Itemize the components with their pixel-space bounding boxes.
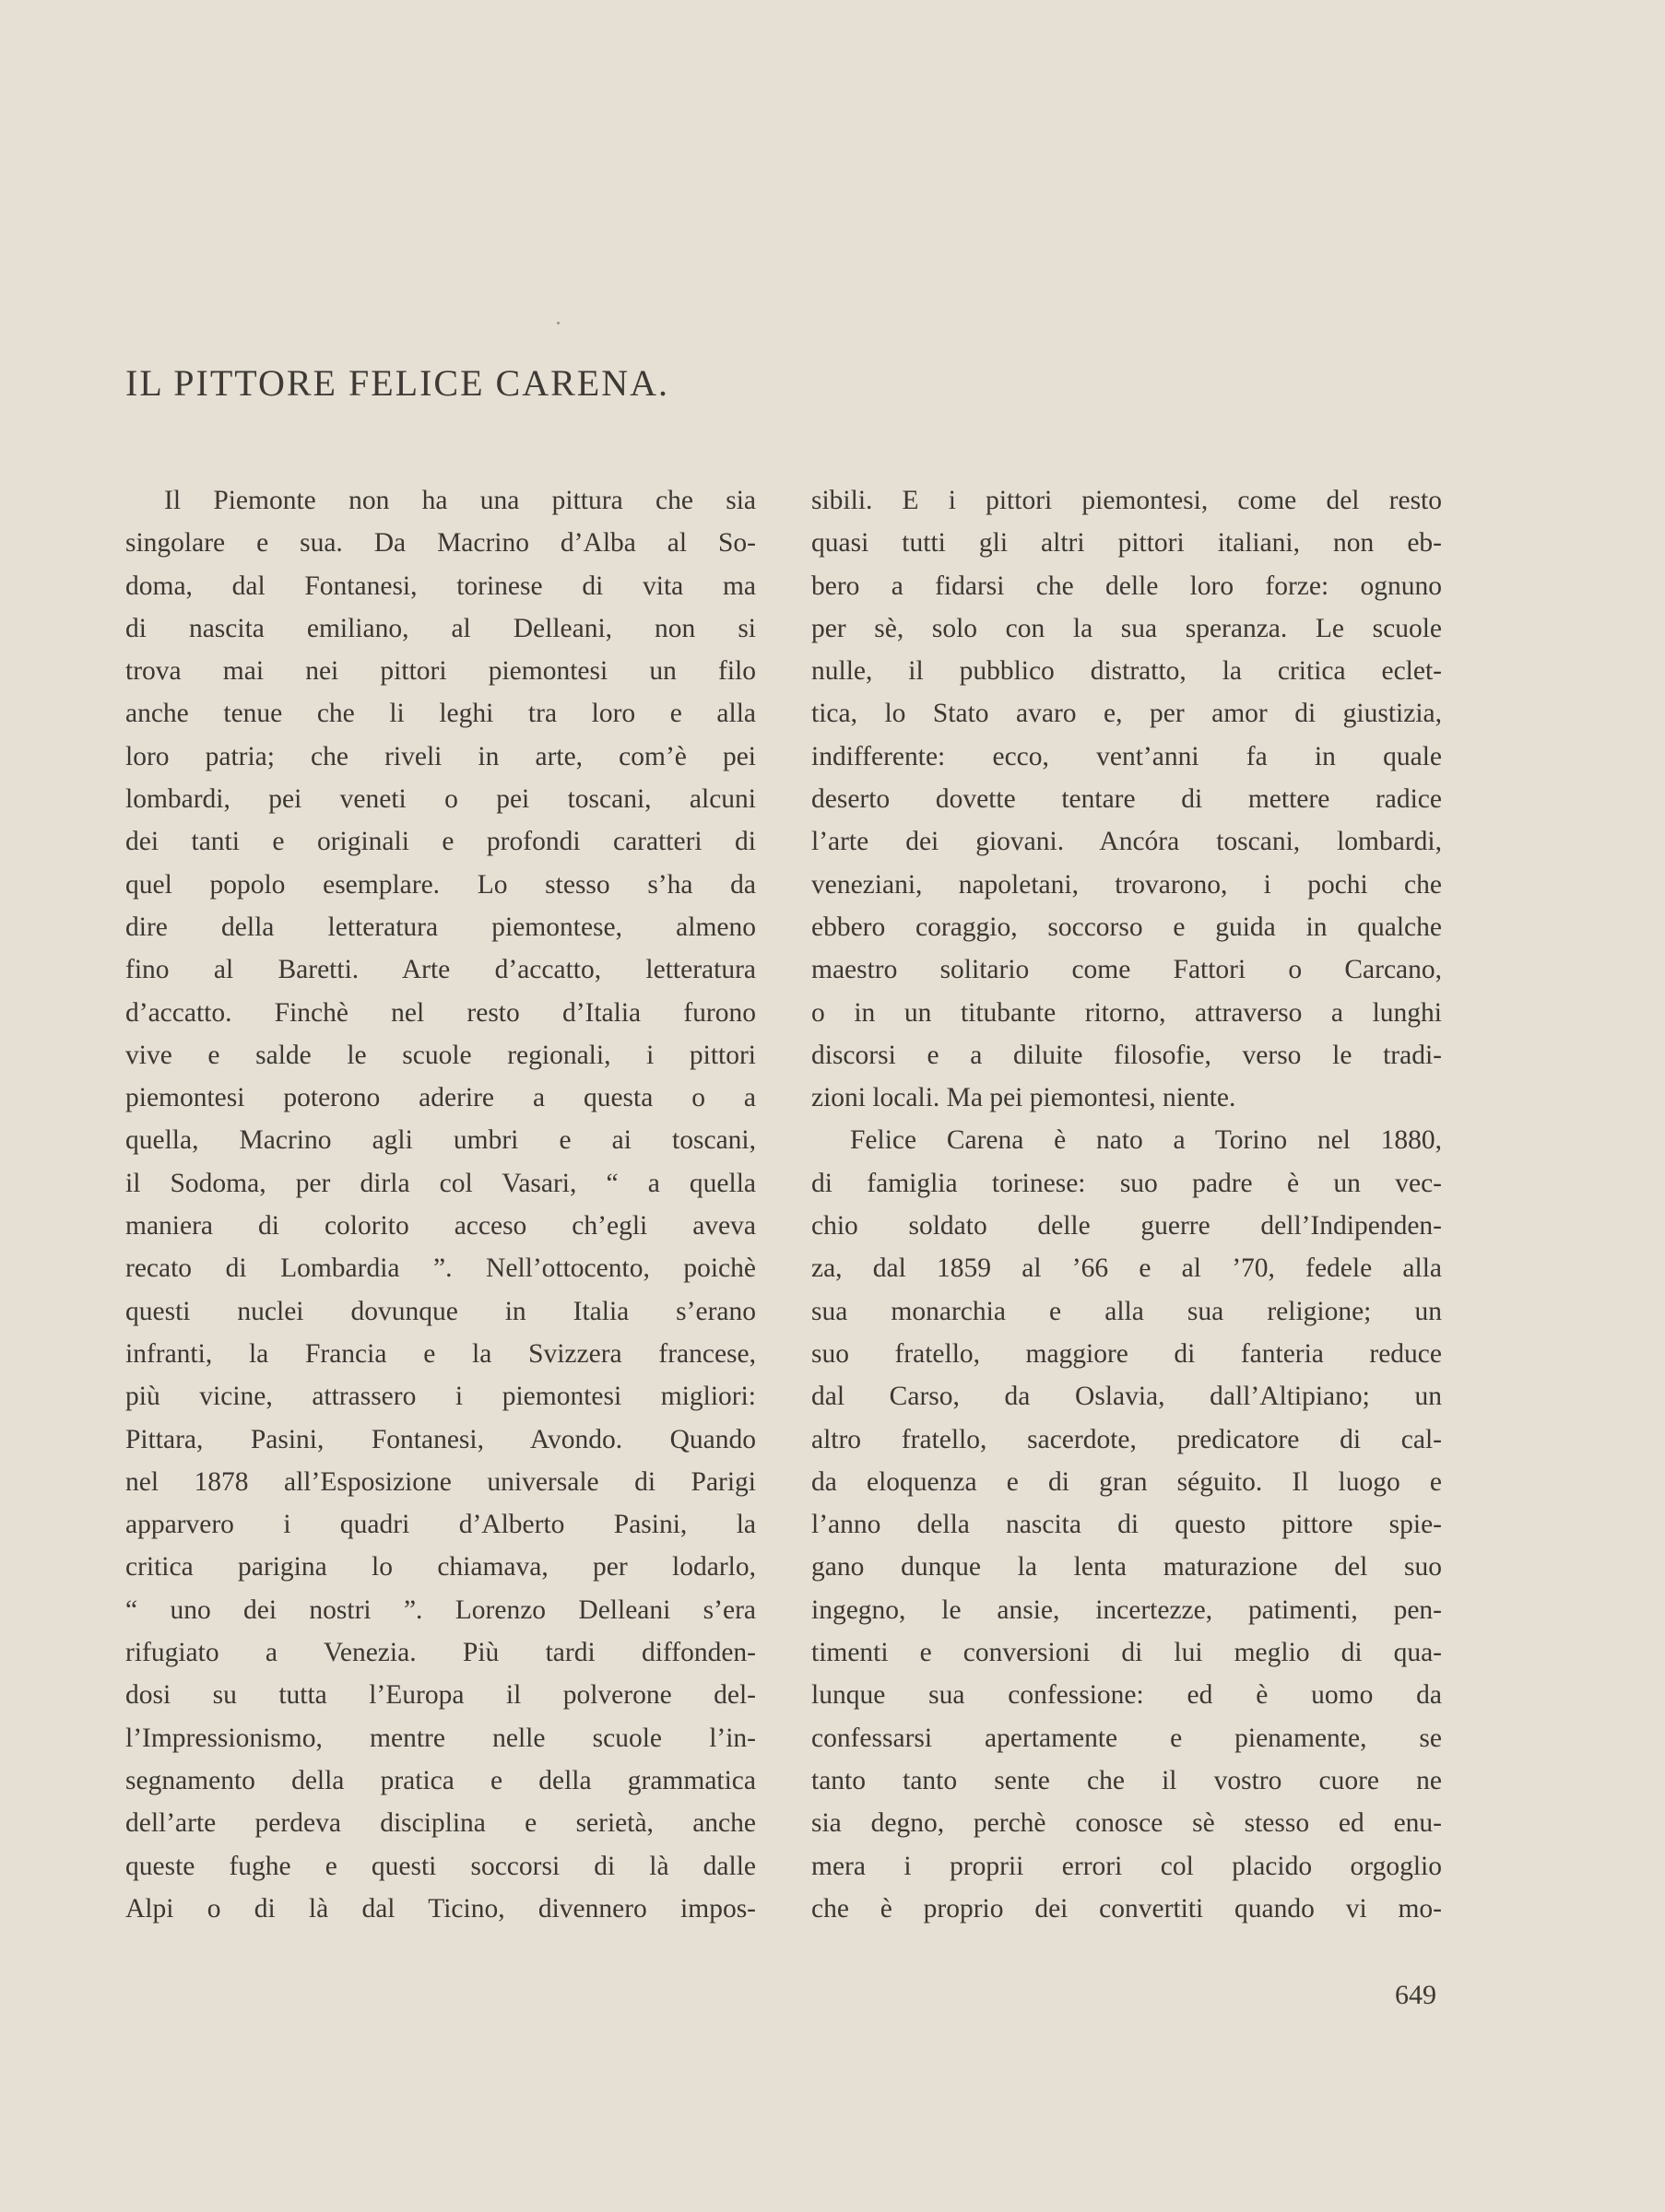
text-line: il Sodoma, per dirla col Vasari, “ a quella (125, 1168, 756, 1198)
text-line: nel 1878 all’Esposizione universale di Parigi (125, 1466, 756, 1497)
text-line: critica parigina lo chiamava, per lodarlo, (125, 1552, 756, 1583)
text-line: “ uno dei nostri ”. Lorenzo Delleani s’era (125, 1594, 756, 1625)
text-line: Alpi o di là dal Ticino, divennero impos- (125, 1893, 756, 1924)
text-line: apparvero i quadri d’Alberto Pasini, la (125, 1510, 756, 1540)
text-line: anche tenue che li leghi tra loro e alla (125, 699, 756, 729)
text-column-left (125, 479, 756, 1930)
text-line: dei tanti e originali e profondi caratteri di (125, 827, 756, 857)
text-line: timenti e conversioni di lui meglio di qua- (811, 1638, 1442, 1668)
text-line: che è proprio dei convertiti quando vi mo- (811, 1893, 1442, 1924)
text-line: mera i proprii errori col placido orgoglio (811, 1851, 1442, 1881)
text-line: vive e salde le scuole regionali, i pittori (125, 1040, 756, 1070)
text-line: l’arte dei giovani. Ancóra toscani, lombardi, (811, 827, 1442, 857)
text-line: per sè, solo con la sua speranza. Le scuole (811, 613, 1442, 643)
text-line: Il Piemonte non ha una pittura che sia (164, 486, 756, 515)
text-line: quasi tutti gli altri pittori italiani, non eb- (811, 528, 1442, 559)
text-line: bero a fidarsi che delle loro forze: ognuno (811, 571, 1442, 601)
text-line: sibili. E i pittori piemontesi, come del resto (811, 486, 1442, 515)
text-line: infranti, la Francia e la Svizzera francese, (125, 1338, 756, 1369)
text-line: l’Impressionismo, mentre nelle scuole l’in- (125, 1723, 756, 1753)
text-line: sia degno, perchè conosce sè stesso ed enu- (811, 1808, 1442, 1839)
text-line: chio soldato delle guerre dell’Indipenden- (811, 1211, 1442, 1241)
text-line: lunque sua confessione: ed è uomo da (811, 1680, 1442, 1711)
text-line: Felice Carena è nato a Torino nel 1880, (850, 1125, 1442, 1156)
text-line: lombardi, pei veneti o pei toscani, alcuni (125, 784, 756, 815)
text-line: veneziani, napoletani, trovarono, i pochi che (811, 869, 1442, 900)
text-line: ebbero coraggio, soccorso e guida in qualche (811, 912, 1442, 942)
text-line: nulle, il pubblico distratto, la critica eclet- (811, 656, 1442, 687)
text-line: gano dunque la lenta maturazione del suo (811, 1552, 1442, 1583)
text-line: maestro solitario come Fattori o Carcano, (811, 955, 1442, 985)
text-line: suo fratello, maggiore di fanteria reduce (811, 1338, 1442, 1369)
text-line: di famiglia torinese: suo padre è un vec- (811, 1168, 1442, 1198)
text-line: ingegno, le ansie, incertezze, patimenti, pen- (811, 1594, 1442, 1625)
text-line: indifferente: ecco, vent’anni fa in quale (811, 741, 1442, 771)
text-line: confessarsi apertamente e pienamente, se (811, 1723, 1442, 1753)
text-line: tica, lo Stato avaro e, per amor di giustizia, (811, 699, 1442, 729)
text-line: d’accatto. Finchè nel resto d’Italia furono (125, 997, 756, 1028)
text-line: dosi su tutta l’Europa il polverone del- (125, 1680, 756, 1711)
text-line: zioni locali. Ma pei piemontesi, niente. (811, 1083, 1236, 1113)
text-line: trova mai nei pittori piemontesi un filo (125, 656, 756, 687)
paper-speck (557, 322, 560, 324)
text-line: discorsi e a diluite filosofie, verso le tradi- (811, 1040, 1442, 1070)
text-line: singolare e sua. Da Macrino d’Alba al So- (125, 528, 756, 559)
text-line: deserto dovette tentare di mettere radice (811, 784, 1442, 815)
text-line: piemontesi poterono aderire a questa o a (125, 1083, 756, 1113)
text-line: dell’arte perdeva disciplina e serietà, anche (125, 1808, 756, 1839)
text-line: segnamento della pratica e della grammatica (125, 1765, 756, 1795)
text-line: Pittara, Pasini, Fontanesi, Avondo. Quando (125, 1424, 756, 1454)
text-line: maniera di colorito acceso ch’egli aveva (125, 1211, 756, 1241)
text-line: loro patria; che riveli in arte, com’è pei (125, 741, 756, 771)
text-line: recato di Lombardia ”. Nell’ottocento, poichè (125, 1253, 756, 1284)
text-column-right (811, 479, 1442, 1930)
text-line: questi nuclei dovunque in Italia s’erano (125, 1296, 756, 1326)
text-line: dal Carso, da Oslavia, dall’Altipiano; un (811, 1382, 1442, 1412)
text-line: da eloquenza e di gran séguito. Il luogo e (811, 1466, 1442, 1497)
text-line: dire della letteratura piemontese, almeno (125, 912, 756, 942)
text-line: fino al Baretti. Arte d’accatto, letteratura (125, 955, 756, 985)
text-line: o in un titubante ritorno, attraverso a lunghi (811, 997, 1442, 1028)
text-line: quella, Macrino agli umbri e ai toscani, (125, 1125, 756, 1156)
page-number: 649 (1395, 1980, 1436, 2010)
text-line: tanto tanto sente che il vostro cuore ne (811, 1765, 1442, 1795)
article-title: IL PITTORE FELICE CARENA. (125, 362, 669, 404)
text-line: l’anno della nascita di questo pittore spie- (811, 1510, 1442, 1540)
text-line: quel popolo esemplare. Lo stesso s’ha da (125, 869, 756, 900)
text-line: za, dal 1859 al ’66 e al ’70, fedele alla (811, 1253, 1442, 1284)
text-line: queste fughe e questi soccorsi di là dalle (125, 1851, 756, 1881)
text-line: altro fratello, sacerdote, predicatore di cal- (811, 1424, 1442, 1454)
text-line: sua monarchia e alla sua religione; un (811, 1296, 1442, 1326)
text-line: doma, dal Fontanesi, torinese di vita ma (125, 571, 756, 601)
text-line: più vicine, attrassero i piemontesi migliori: (125, 1382, 756, 1412)
text-line: rifugiato a Venezia. Più tardi diffonden- (125, 1638, 756, 1668)
text-line: di nascita emiliano, al Delleani, non si (125, 613, 756, 643)
